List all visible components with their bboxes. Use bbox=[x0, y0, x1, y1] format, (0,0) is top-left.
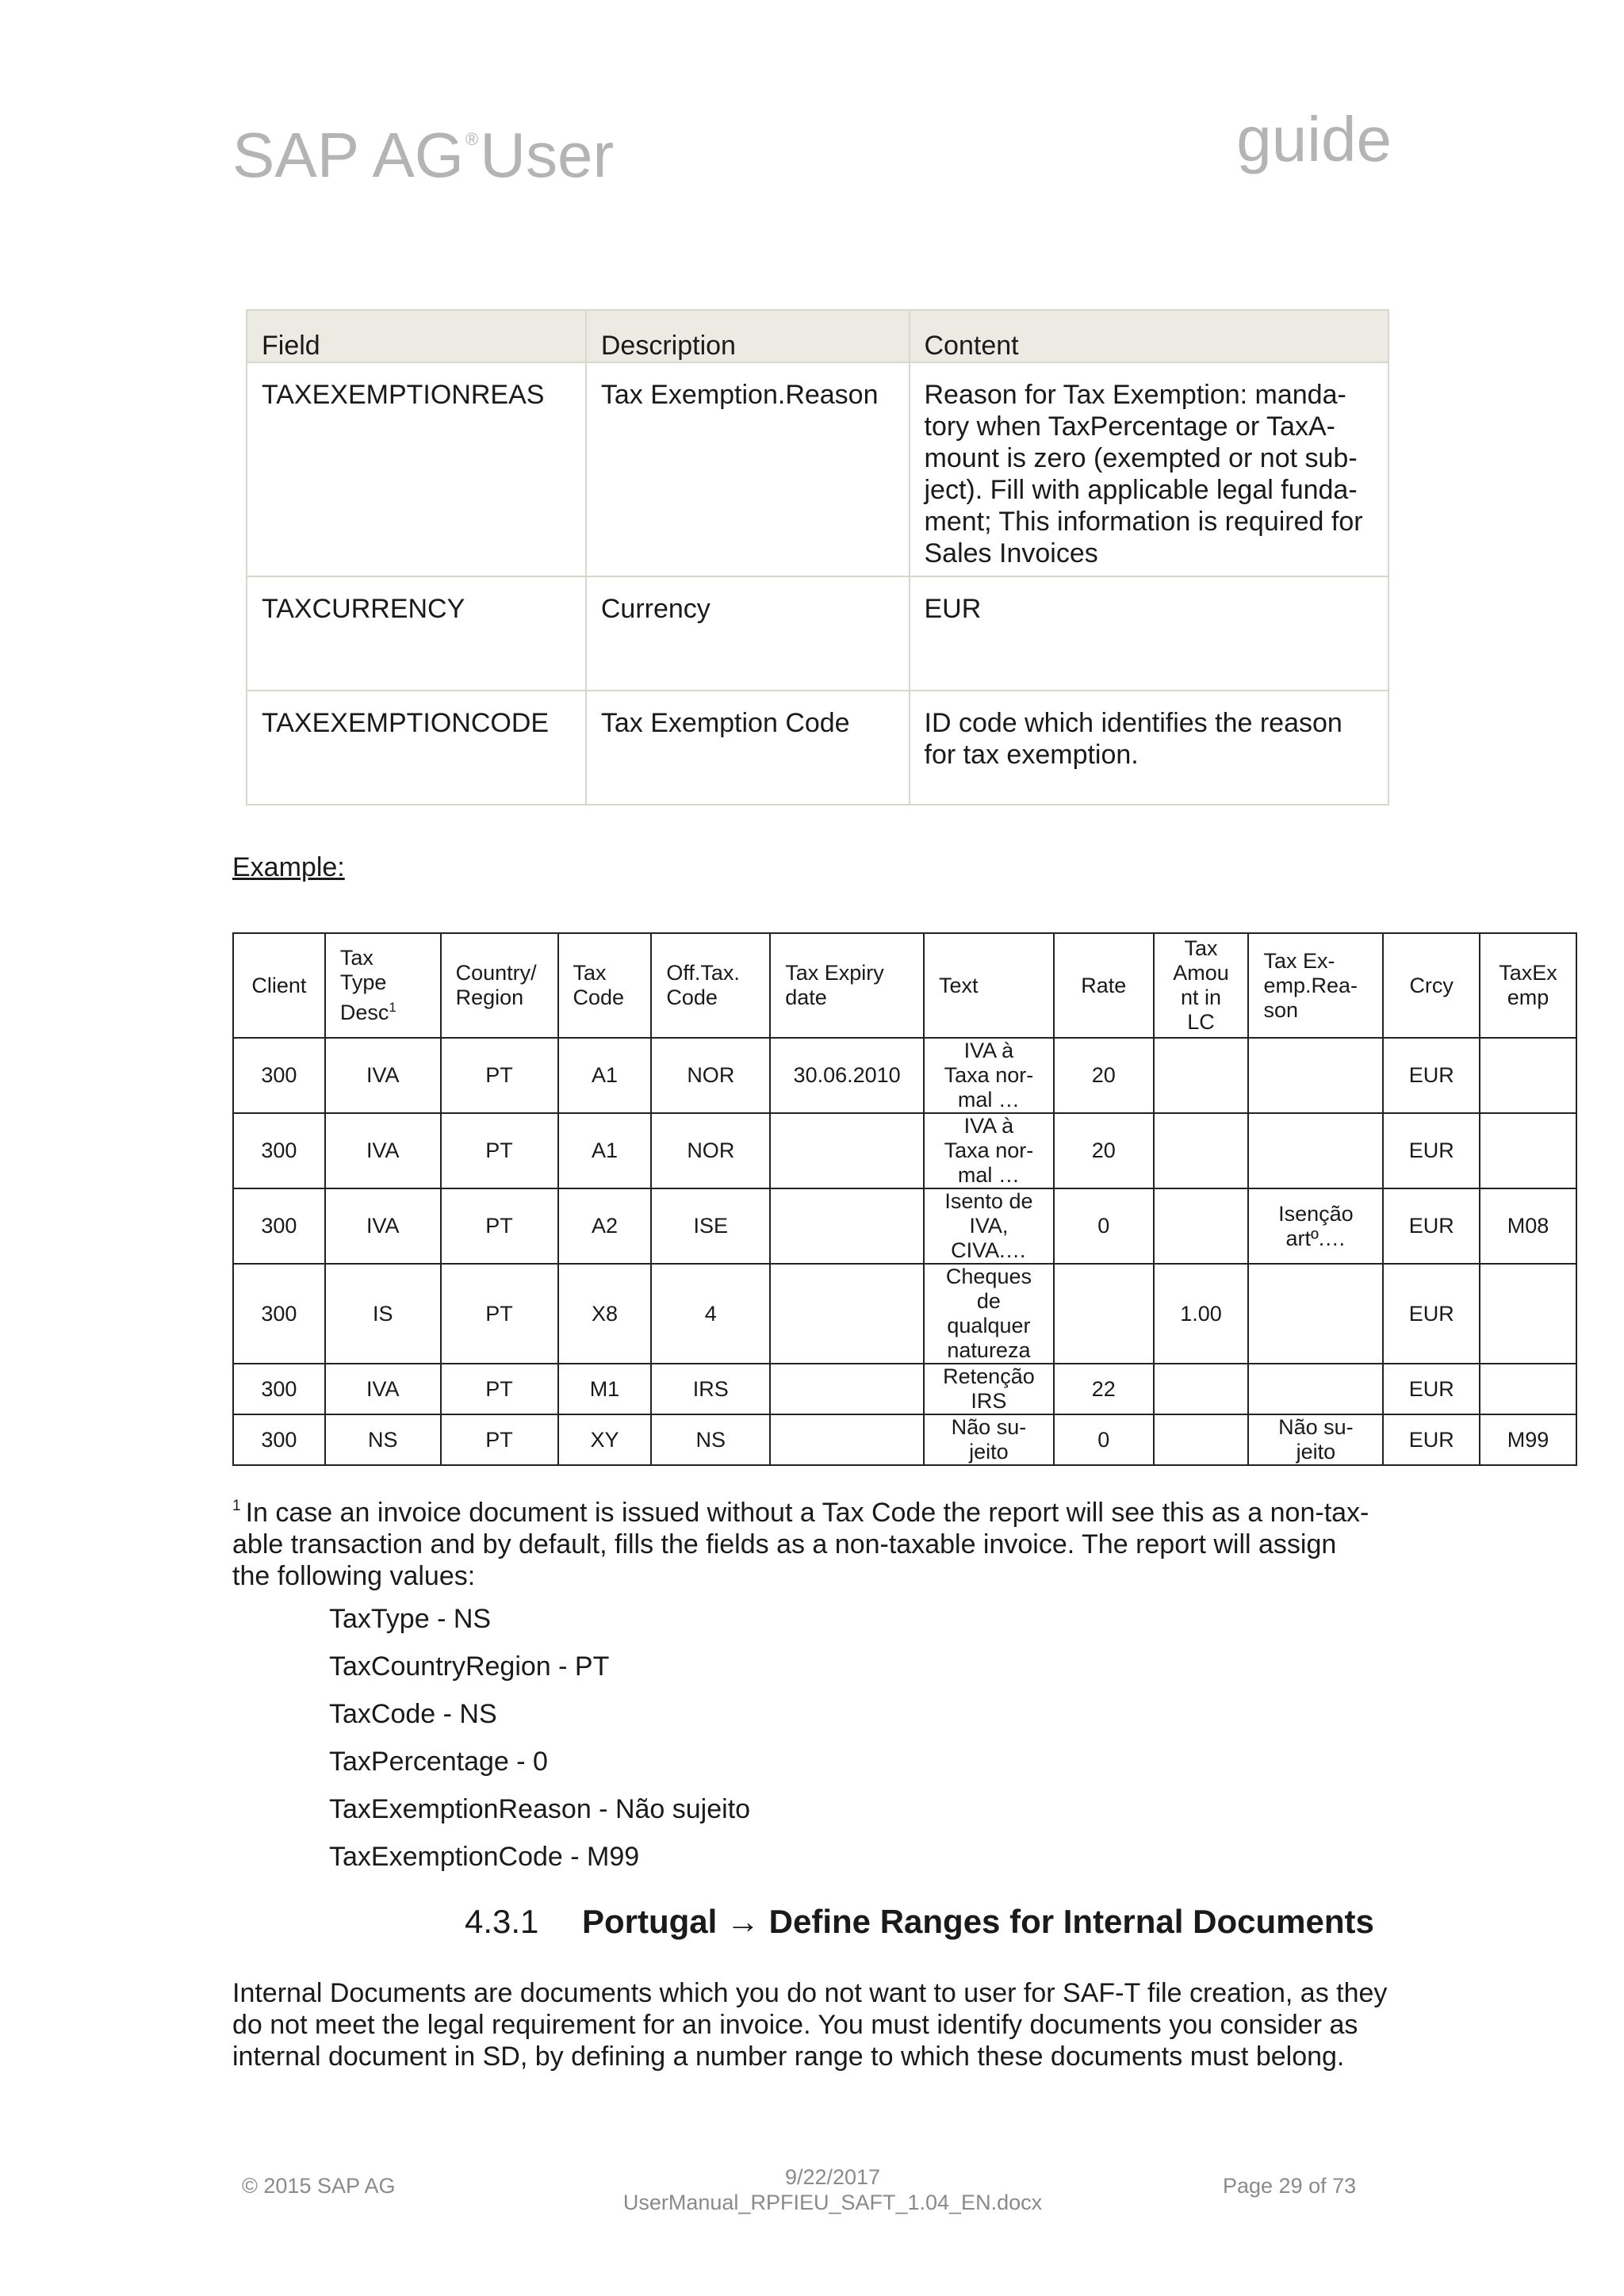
cell-off-tax-code: IRS bbox=[651, 1364, 770, 1414]
cell-tax-expiry-date bbox=[770, 1414, 924, 1465]
header-label: Tax Amou nt in LC bbox=[1173, 936, 1229, 1034]
cell-tax-amount-lc bbox=[1154, 1038, 1249, 1113]
cell-tax-type-desc: IVA bbox=[325, 1113, 441, 1188]
cell-currency: EUR bbox=[1383, 1113, 1480, 1188]
description-cell: Tax Exemption.Reason bbox=[586, 362, 910, 576]
header-guide: guide bbox=[1236, 104, 1392, 174]
table-row bbox=[247, 362, 1388, 576]
header-field: Field bbox=[247, 310, 586, 362]
table-row bbox=[233, 1188, 1576, 1264]
cell-tax-type-desc: IS bbox=[325, 1264, 441, 1364]
cell-tax-amount-lc: 1.00 bbox=[1154, 1264, 1249, 1364]
cell-tax-code: X8 bbox=[558, 1264, 652, 1364]
cell-tax-amount-lc bbox=[1154, 1414, 1249, 1465]
cell-client: 300 bbox=[233, 1264, 325, 1364]
cell-tax-expiry-date bbox=[770, 1113, 924, 1188]
cell-country-region: PT bbox=[441, 1113, 558, 1188]
header-label: Client bbox=[251, 973, 307, 997]
table-row bbox=[233, 1264, 1576, 1364]
cell-currency: EUR bbox=[1383, 1188, 1480, 1264]
cell-tax-exemption-code: M99 bbox=[1480, 1414, 1576, 1465]
cell-tax-code: A1 bbox=[558, 1113, 652, 1188]
cell-tax-expiry-date bbox=[770, 1264, 924, 1364]
header-tax-type-desc bbox=[325, 933, 441, 1038]
cell-tax-expiry-date: 30.06.2010 bbox=[770, 1038, 924, 1113]
example-label: Example: bbox=[232, 852, 345, 882]
cell-off-tax-code: NOR bbox=[651, 1113, 770, 1188]
cell-tax-type-desc: IVA bbox=[325, 1188, 441, 1264]
table-row bbox=[233, 1414, 1576, 1465]
cell-tax-code: M1 bbox=[558, 1364, 652, 1414]
cell-client: 300 bbox=[233, 1188, 325, 1264]
cell-tax-exemption-reason: Isenção artº.… bbox=[1248, 1188, 1383, 1264]
default-values-list bbox=[329, 1603, 750, 1888]
header-client bbox=[233, 933, 325, 1038]
field-cell: TAXEXEMPTIONCODE bbox=[247, 691, 586, 805]
field-table-header-row bbox=[247, 310, 1388, 362]
cell-tax-type-desc: NS bbox=[325, 1414, 441, 1465]
footer-page-number: Page 29 of 73 bbox=[1223, 2174, 1357, 2198]
header-label: Rate bbox=[1081, 973, 1127, 997]
header-title bbox=[232, 101, 614, 193]
header-tax-exemption-code bbox=[1480, 933, 1576, 1038]
cell-text: IVA à Taxa nor- mal … bbox=[924, 1113, 1054, 1188]
cell-rate: 22 bbox=[1054, 1364, 1154, 1414]
table-row bbox=[233, 1038, 1576, 1113]
header-label: Text bbox=[939, 973, 979, 997]
section-number: 4.3.1 bbox=[465, 1903, 539, 1940]
list-item: TaxPercentage - 0 bbox=[329, 1747, 548, 1777]
cell-country-region: PT bbox=[441, 1038, 558, 1113]
cell-off-tax-code: 4 bbox=[651, 1264, 770, 1364]
cell-currency: EUR bbox=[1383, 1038, 1480, 1113]
cell-tax-amount-lc bbox=[1154, 1113, 1249, 1188]
cell-tax-exemption-reason bbox=[1248, 1113, 1383, 1188]
header-company: SAP AG bbox=[232, 120, 465, 190]
description-cell: Tax Exemption Code bbox=[586, 691, 910, 805]
footer-date: 9/22/2017 bbox=[784, 2165, 881, 2189]
content-cell: ID code which identifies the reason for tax exemption. bbox=[910, 691, 1389, 805]
cell-tax-expiry-date bbox=[770, 1188, 924, 1264]
field-cell: TAXEXEMPTIONREAS bbox=[247, 362, 586, 576]
cell-off-tax-code: NS bbox=[651, 1414, 770, 1465]
cell-off-tax-code: ISE bbox=[651, 1188, 770, 1264]
header-content: Content bbox=[910, 310, 1389, 362]
cell-rate bbox=[1054, 1264, 1154, 1364]
cell-rate: 0 bbox=[1054, 1188, 1154, 1264]
field-cell: TAXCURRENCY bbox=[247, 576, 586, 691]
header-label: Tax Expiry date bbox=[785, 961, 884, 1009]
cell-currency: EUR bbox=[1383, 1414, 1480, 1465]
section-heading bbox=[465, 1903, 1374, 1941]
field-description-table bbox=[246, 309, 1389, 806]
cell-tax-type-desc: IVA bbox=[325, 1038, 441, 1113]
footnote-reference: 1 bbox=[389, 1000, 396, 1015]
header-off-tax-code bbox=[651, 933, 770, 1038]
list-item: TaxCode - NS bbox=[329, 1699, 497, 1729]
cell-tax-code: XY bbox=[558, 1414, 652, 1465]
header-description: Description bbox=[586, 310, 910, 362]
page-header bbox=[232, 101, 1392, 190]
header-tax-amount-lc bbox=[1154, 933, 1249, 1038]
cell-tax-exemption-reason bbox=[1248, 1264, 1383, 1364]
cell-tax-expiry-date bbox=[770, 1364, 924, 1414]
header-label: Off.Tax. Code bbox=[666, 961, 740, 1009]
header-label: Crcy bbox=[1409, 973, 1454, 997]
example-tax-table bbox=[232, 932, 1577, 1466]
header-text bbox=[924, 933, 1054, 1038]
header-tax-exemption-reason bbox=[1248, 933, 1383, 1038]
header-tax-code bbox=[558, 933, 652, 1038]
table-row bbox=[233, 1364, 1576, 1414]
cell-client: 300 bbox=[233, 1113, 325, 1188]
table-row bbox=[247, 691, 1388, 805]
header-country-region bbox=[441, 933, 558, 1038]
footnote bbox=[232, 1490, 1392, 1592]
cell-tax-exemption-code bbox=[1480, 1113, 1576, 1188]
cell-tax-type-desc: IVA bbox=[325, 1364, 441, 1414]
header-label: Tax Ex- emp.Rea- son bbox=[1263, 948, 1358, 1022]
registered-mark: ® bbox=[465, 129, 479, 149]
cell-currency: EUR bbox=[1383, 1364, 1480, 1414]
cell-client: 300 bbox=[233, 1414, 325, 1465]
example-header-row bbox=[233, 933, 1576, 1038]
content-cell: EUR bbox=[910, 576, 1389, 691]
cell-tax-exemption-reason bbox=[1248, 1364, 1383, 1414]
footer-filename: UserManual_RPFIEU_SAFT_1.04_EN.docx bbox=[622, 2191, 1043, 2214]
description-cell: Currency bbox=[586, 576, 910, 691]
cell-tax-exemption-code bbox=[1480, 1264, 1576, 1364]
footnote-text: In case an invoice document is issued without a Tax Code the report will see this as a non-tax- able transaction and by default, fills the fields as a non-taxable invoice. The report will assign the following values: bbox=[232, 1498, 1369, 1591]
body-paragraph: Internal Documents are documents which you do not want to user for SAF-T file creation, as they do not meet the legal requirement for an invoice. You must identify documents you consider as internal document in SD, by defining a number range to which these documents must belong. bbox=[232, 1978, 1388, 2072]
header-tax-expiry-date bbox=[770, 933, 924, 1038]
cell-country-region: PT bbox=[441, 1188, 558, 1264]
footer-center bbox=[555, 2164, 1110, 2215]
cell-rate: 20 bbox=[1054, 1113, 1154, 1188]
footer-copyright: © 2015 SAP AG bbox=[242, 2174, 396, 2198]
header-label: Tax Type Desc bbox=[339, 946, 389, 1024]
cell-rate: 20 bbox=[1054, 1038, 1154, 1113]
cell-tax-exemption-reason: Não su- jeito bbox=[1248, 1414, 1383, 1465]
cell-text: Não su- jeito bbox=[924, 1414, 1054, 1465]
cell-tax-amount-lc bbox=[1154, 1188, 1249, 1264]
cell-country-region: PT bbox=[441, 1414, 558, 1465]
cell-client: 300 bbox=[233, 1038, 325, 1113]
header-label: TaxEx emp bbox=[1499, 961, 1557, 1009]
cell-text: IVA à Taxa nor- mal … bbox=[924, 1038, 1054, 1113]
footnote-mark: 1 bbox=[232, 1498, 241, 1514]
header-currency bbox=[1383, 933, 1480, 1038]
list-item: TaxExemptionCode - M99 bbox=[329, 1842, 640, 1872]
cell-text: Cheques de qualquer natureza bbox=[924, 1264, 1054, 1364]
cell-tax-exemption-code: M08 bbox=[1480, 1188, 1576, 1264]
header-label: Country/ Region bbox=[455, 961, 537, 1009]
header-rate bbox=[1054, 933, 1154, 1038]
cell-tax-exemption-code bbox=[1480, 1038, 1576, 1113]
section-title: Portugal → Define Ranges for Internal Documents bbox=[582, 1903, 1374, 1940]
cell-country-region: PT bbox=[441, 1264, 558, 1364]
list-item: TaxExemptionReason - Não sujeito bbox=[329, 1794, 751, 1824]
cell-tax-amount-lc bbox=[1154, 1364, 1249, 1414]
table-row bbox=[247, 576, 1388, 691]
cell-country-region: PT bbox=[441, 1364, 558, 1414]
cell-tax-exemption-reason bbox=[1248, 1038, 1383, 1113]
cell-tax-code: A2 bbox=[558, 1188, 652, 1264]
header-user: User bbox=[480, 120, 615, 190]
cell-text: Retenção IRS bbox=[924, 1364, 1054, 1414]
table-row bbox=[233, 1113, 1576, 1188]
cell-text: Isento de IVA, CIVA.… bbox=[924, 1188, 1054, 1264]
header-label: Tax Code bbox=[573, 961, 625, 1009]
list-item: TaxCountryRegion - PT bbox=[329, 1651, 610, 1682]
cell-rate: 0 bbox=[1054, 1414, 1154, 1465]
cell-tax-code: A1 bbox=[558, 1038, 652, 1113]
cell-off-tax-code: NOR bbox=[651, 1038, 770, 1113]
content-cell: Reason for Tax Exemption: manda- tory when TaxPercentage or TaxA- mount is zero (exempted or not sub- ject). Fill with applicable legal funda- ment; This information is required for Sales Invoices bbox=[910, 362, 1389, 576]
cell-currency: EUR bbox=[1383, 1264, 1480, 1364]
list-item: TaxType - NS bbox=[329, 1604, 492, 1634]
cell-client: 300 bbox=[233, 1364, 325, 1414]
cell-tax-exemption-code bbox=[1480, 1364, 1576, 1414]
